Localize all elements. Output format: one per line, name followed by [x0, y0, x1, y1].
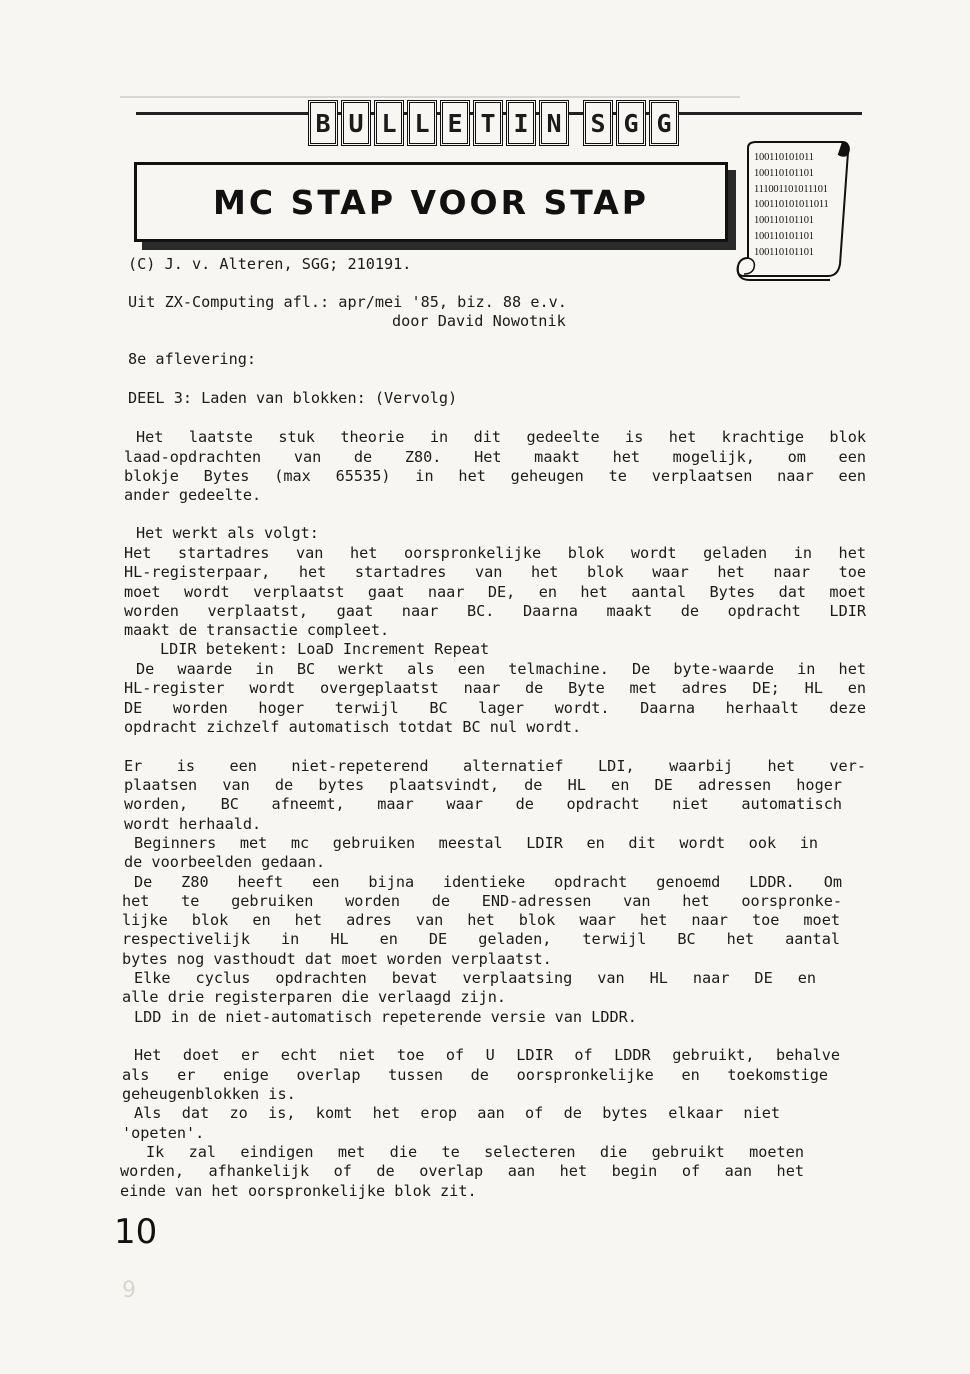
title-banner: [134, 162, 728, 242]
body-line: Elke cyclus opdrachten bevat verplaatsing van HL naar DE en: [134, 969, 816, 987]
episode-line: 8e aflevering:: [128, 350, 257, 368]
binary-line: 100110101101: [754, 246, 814, 258]
body-line: Beginners met mc gebruiken meestal LDIR en dit wordt ook in: [134, 834, 818, 852]
body-line: Het startadres van het oorspronkelijke blok wordt geladen in het: [124, 544, 866, 562]
body-line: De Z80 heeft een bijna identieke opdracht genoemd LDDR. Om: [134, 873, 842, 891]
logo-letter: U: [341, 100, 371, 146]
body-line: HL-register wordt overgeplaatst naar de Byte met adres DE; HL en: [124, 679, 866, 697]
body-line: Het laatste stuk theorie in dit gedeelte is het krachtige blok: [136, 428, 866, 446]
logo-word-bulletin: [308, 100, 569, 146]
body-line: opdracht zichzelf automatisch totdat BC nul wordt.: [124, 718, 582, 736]
logo-letter: S: [583, 100, 613, 146]
section-heading: DEEL 3: Laden van blokken: (Vervolg): [128, 389, 458, 407]
body-line: einde van het oorspronkelijke blok zit.: [120, 1182, 477, 1200]
body-line: plaatsen van de bytes plaatsvindt, de HL en DE adressen hoger: [124, 776, 842, 794]
copyright-line: (C) J. v. Alteren, SGG; 210191.: [128, 255, 412, 273]
body-line: DE worden hoger terwijl BC lager wordt. Daarna herhaalt deze: [124, 699, 866, 717]
body-line: Er is een niet-repeterend alternatief LDI, waarbij het ver-: [124, 757, 866, 775]
page-number: 10: [114, 1212, 158, 1252]
logo-letter: G: [616, 100, 646, 146]
faint-rule: [120, 96, 740, 98]
binary-line: 100110101011011: [754, 199, 829, 211]
body-line: LDIR betekent: LoaD Increment Repeat: [160, 640, 490, 658]
body-line: als er enige overlap tussen de oorspronkelijke en toekomstige: [122, 1066, 828, 1084]
body-line: 'opeten'.: [122, 1124, 205, 1142]
body-line: het te gebruiken worden de END-adressen van het oorspronke-: [122, 892, 842, 910]
body-line: HL-registerpaar, het startadres van het blok waar het naar toe: [124, 563, 866, 581]
body-line: worden, afhankelijk of de overlap aan het begin of aan het: [120, 1162, 804, 1180]
body-line: geheugenblokken is.: [122, 1085, 296, 1103]
body-line: bytes nog vasthoudt dat moet worden verplaatst.: [122, 950, 552, 968]
body-line: Ik zal eindigen met die te selecteren die gebruikt moeten: [146, 1143, 804, 1161]
faint-page-mark: 9: [122, 1278, 136, 1303]
body-line: worden, BC afneemt, maar waar de opdracht niet automatisch: [124, 795, 842, 813]
body-line: respectivelijk in HL en DE geladen, terwijl BC het aantal: [122, 930, 840, 948]
article-title: MC STAP VOOR STAP: [213, 182, 649, 222]
binary-line: 100110101101: [754, 230, 814, 242]
logo-letter: T: [473, 100, 503, 146]
body-line: ander gedeelte.: [124, 486, 262, 504]
body-line: laad-opdrachten van de Z80. Het maakt het mogelijk, om een: [124, 448, 866, 466]
body-line: LDD in de niet-automatisch repeterende versie van LDDR.: [134, 1008, 637, 1026]
body-line: de voorbeelden gedaan.: [124, 853, 326, 871]
body-line: lijke blok en het adres van het blok waar het naar toe moet: [122, 911, 840, 929]
logo-letter: B: [308, 100, 338, 146]
source-line: Uit ZX-Computing afl.: apr/mei '85, biz. 88 e.v.: [128, 293, 567, 311]
author-line: door David Nowotnik: [392, 312, 566, 330]
body-line: De waarde in BC werkt als een telmachine. De byte-waarde in het: [136, 660, 866, 678]
body-line: maakt de transactie compleet.: [124, 621, 390, 639]
body-line: Het werkt als volgt:: [136, 524, 319, 542]
binary-line: 100110101101: [754, 215, 814, 227]
body-line: alle drie registerparen die verlaagd zijn.: [122, 988, 507, 1006]
body-line: wordt herhaald.: [124, 815, 262, 833]
body-line: Als dat zo is, komt het erop aan of de bytes elkaar niet: [134, 1104, 780, 1122]
binary-line: 100110101101: [754, 167, 814, 179]
body-line: blokje Bytes (max 65535) in het geheugen te verplaatsen naar een: [124, 467, 866, 485]
binary-scroll-illustration: [734, 140, 852, 286]
bulletin-sgg-logo: [308, 100, 689, 146]
binary-line: 111001101011101: [754, 183, 828, 195]
body-line: Het doet er echt niet toe of U LDIR of LDDR gebruikt, behalve: [134, 1046, 840, 1064]
binary-text: [754, 150, 846, 261]
logo-letter: I: [506, 100, 536, 146]
logo-letter: E: [440, 100, 470, 146]
logo-letter: N: [539, 100, 569, 146]
body-line: moet wordt verplaatst gaat naar DE, en het aantal Bytes dat moet: [124, 583, 866, 601]
logo-letter: L: [407, 100, 437, 146]
logo-letter: G: [649, 100, 679, 146]
binary-line: 100110101011: [754, 152, 814, 163]
logo-letter: L: [374, 100, 404, 146]
body-line: worden verplaatst, gaat naar BC. Daarna maakt de opdracht LDIR: [124, 602, 866, 620]
logo-word-sgg: [583, 100, 679, 146]
